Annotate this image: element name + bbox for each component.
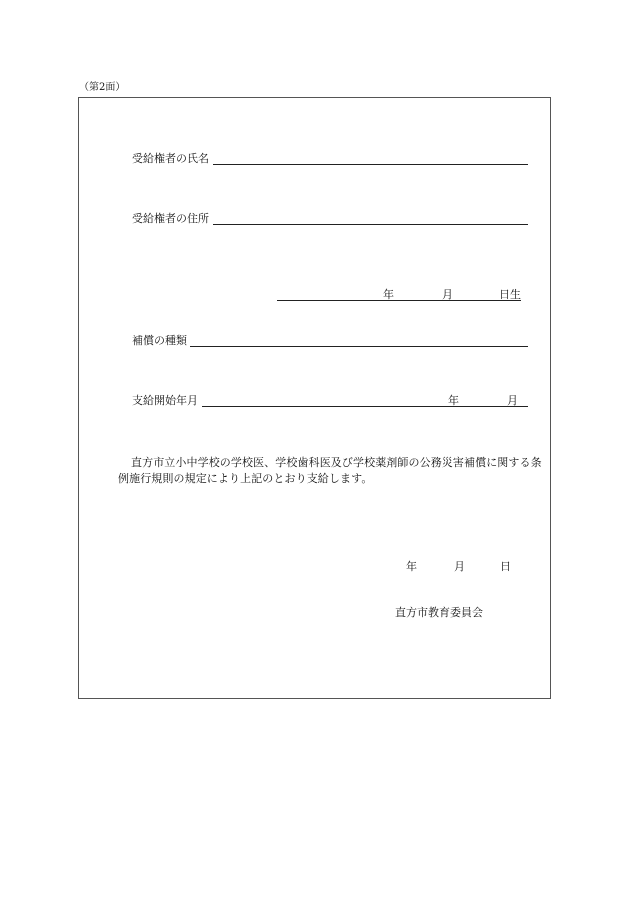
- issuer-name: 直方市教育委員会: [395, 606, 483, 619]
- date-month-unit: 月: [454, 560, 465, 573]
- page-label: （第2面）: [79, 82, 126, 93]
- date-year-unit: 年: [406, 560, 417, 573]
- birth-date-line[interactable]: [277, 300, 521, 301]
- body-paragraph: 直方市立小中学校の学校医、学校歯科医及び学校薬剤師の公務災害補償に関する条例施行規則の規定により上記のとおり支給します。: [118, 456, 542, 485]
- recipient-name-line[interactable]: [213, 164, 528, 165]
- payment-start-month-unit: 月: [507, 394, 518, 407]
- compensation-type-label: 補償の種類: [132, 334, 187, 347]
- payment-start-year-unit: 年: [448, 394, 459, 407]
- birth-month-unit: 月: [442, 288, 453, 301]
- recipient-name-label: 受給権者の氏名: [132, 152, 209, 165]
- recipient-address-label: 受給権者の住所: [132, 212, 209, 225]
- payment-start-label: 支給開始年月: [132, 394, 198, 407]
- date-day-unit: 日: [500, 560, 511, 573]
- compensation-type-line[interactable]: [190, 346, 528, 347]
- recipient-address-line[interactable]: [213, 224, 528, 225]
- payment-start-line[interactable]: [202, 406, 528, 407]
- birth-year-unit: 年: [383, 288, 394, 301]
- birth-day-unit: 日生: [499, 288, 521, 301]
